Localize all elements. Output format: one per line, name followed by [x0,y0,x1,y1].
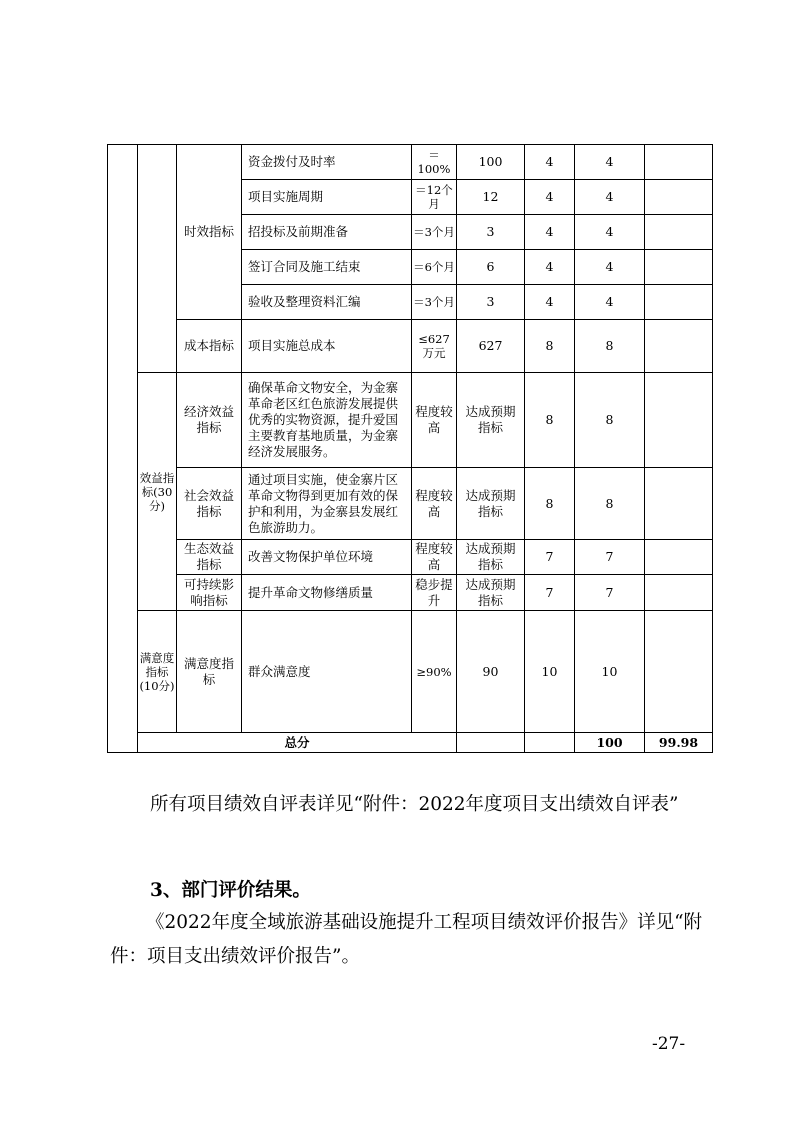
evaluation-report-paragraph: 《2022年度全域旅游基础设施提升工程项目绩效评价报告》详见“附件：项目支出绩效评价报告”。 [110,912,703,967]
indicator-cell: 项目实施总成本 [242,320,412,373]
indicator-cell: 验收及整理资料汇编 [242,285,412,320]
table-row [108,611,713,733]
actual-cell: 3 [457,285,525,320]
score-cell: 8 [575,373,645,468]
remark-cell [645,250,713,285]
remark-cell [645,540,713,575]
actual-cell: 达成预期指标 [457,468,525,540]
table-row [108,468,713,540]
indicator-cell: 签订合同及施工结束 [242,250,412,285]
target-cell: ≤627万元 [412,320,457,373]
weight-cell: 4 [525,285,575,320]
weight-cell: 4 [525,215,575,250]
section-heading: 3、部门评价结果。 [150,880,311,901]
level1-benefit: 效益指标(30分) [138,373,177,611]
indicator-cell: 资金拨付及时率 [242,145,412,180]
target-cell: ≥90% [412,611,457,733]
remark-cell [645,145,713,180]
actual-cell: 12 [457,180,525,215]
target-cell: ＝3个月 [412,215,457,250]
level1-satisfaction: 满意度指标(10分) [138,611,177,733]
actual-cell: 100 [457,145,525,180]
score-cell: 4 [575,145,645,180]
actual-cell: 3 [457,215,525,250]
page-number: -27- [652,1034,686,1054]
target-cell: ＝12个月 [412,180,457,215]
indicator-cell: 项目实施周期 [242,180,412,215]
level1-output-cell [108,145,138,753]
score-cell: 4 [575,285,645,320]
indicator-cell: 群众满意度 [242,611,412,733]
total-weight: 100 [575,733,645,753]
level1-output-cont-cell [138,145,177,373]
score-cell: 4 [575,215,645,250]
remark-cell [645,575,713,611]
score-cell: 4 [575,250,645,285]
target-cell: ＝6个月 [412,250,457,285]
weight-cell: 8 [525,320,575,373]
remark-cell [645,215,713,250]
target-cell: 程度较高 [412,540,457,575]
table-row [108,575,713,611]
weight-cell: 4 [525,250,575,285]
actual-cell: 90 [457,611,525,733]
total-actual-cell [525,733,575,753]
score-cell: 10 [575,611,645,733]
target-cell: 稳步提升 [412,575,457,611]
category-economic: 经济效益指标 [177,373,242,468]
indicator-cell: 通过项目实施，使金寨片区革命文物得到更加有效的保护和利用，为金寨县发展红色旅游助力。 [242,468,412,540]
remark-cell [645,285,713,320]
indicator-cell: 招投标及前期准备 [242,215,412,250]
remark-cell [645,320,713,373]
target-cell: 程度较高 [412,373,457,468]
total-target-cell [457,733,525,753]
weight-cell: 7 [525,575,575,611]
indicator-cell: 提升革命文物修缮质量 [242,575,412,611]
indicator-cell: 改善文物保护单位环境 [242,540,412,575]
actual-cell: 达成预期指标 [457,575,525,611]
score-cell: 8 [575,320,645,373]
total-score: 99.98 [645,733,713,753]
category-social: 社会效益指标 [177,468,242,540]
score-cell: 7 [575,575,645,611]
table-row [108,373,713,468]
performance-table [107,144,713,753]
category-timeliness: 时效指标 [177,145,242,320]
weight-cell: 4 [525,180,575,215]
target-cell: ＝100% [412,145,457,180]
target-cell: 程度较高 [412,468,457,540]
remark-cell [645,468,713,540]
weight-cell: 7 [525,540,575,575]
table-row [108,145,713,180]
category-ecological: 生态效益指标 [177,540,242,575]
target-cell: ＝3个月 [412,285,457,320]
remark-cell [645,611,713,733]
score-cell: 4 [575,180,645,215]
actual-cell: 627 [457,320,525,373]
category-sustainable: 可持续影响指标 [177,575,242,611]
remark-cell [645,180,713,215]
category-cost: 成本指标 [177,320,242,373]
total-label: 总分 [138,733,457,753]
category-satisfaction: 满意度指标 [177,611,242,733]
table-row [108,540,713,575]
actual-cell: 达成预期指标 [457,373,525,468]
actual-cell: 达成预期指标 [457,540,525,575]
score-cell: 8 [575,468,645,540]
weight-cell: 8 [525,373,575,468]
indicator-cell: 确保革命文物安全，为金寨革命老区红色旅游发展提供优秀的实物资源，提升爱国主要教育基地质量，为金寨经济发展服务。 [242,373,412,468]
weight-cell: 4 [525,145,575,180]
remark-cell [645,373,713,468]
weight-cell: 8 [525,468,575,540]
table-row [108,320,713,373]
score-cell: 7 [575,540,645,575]
attachment-reference-paragraph: 所有项目绩效自评表详见“附件：2022年度项目支出绩效自评表” [150,794,679,815]
weight-cell: 10 [525,611,575,733]
actual-cell: 6 [457,250,525,285]
total-row [108,733,713,753]
